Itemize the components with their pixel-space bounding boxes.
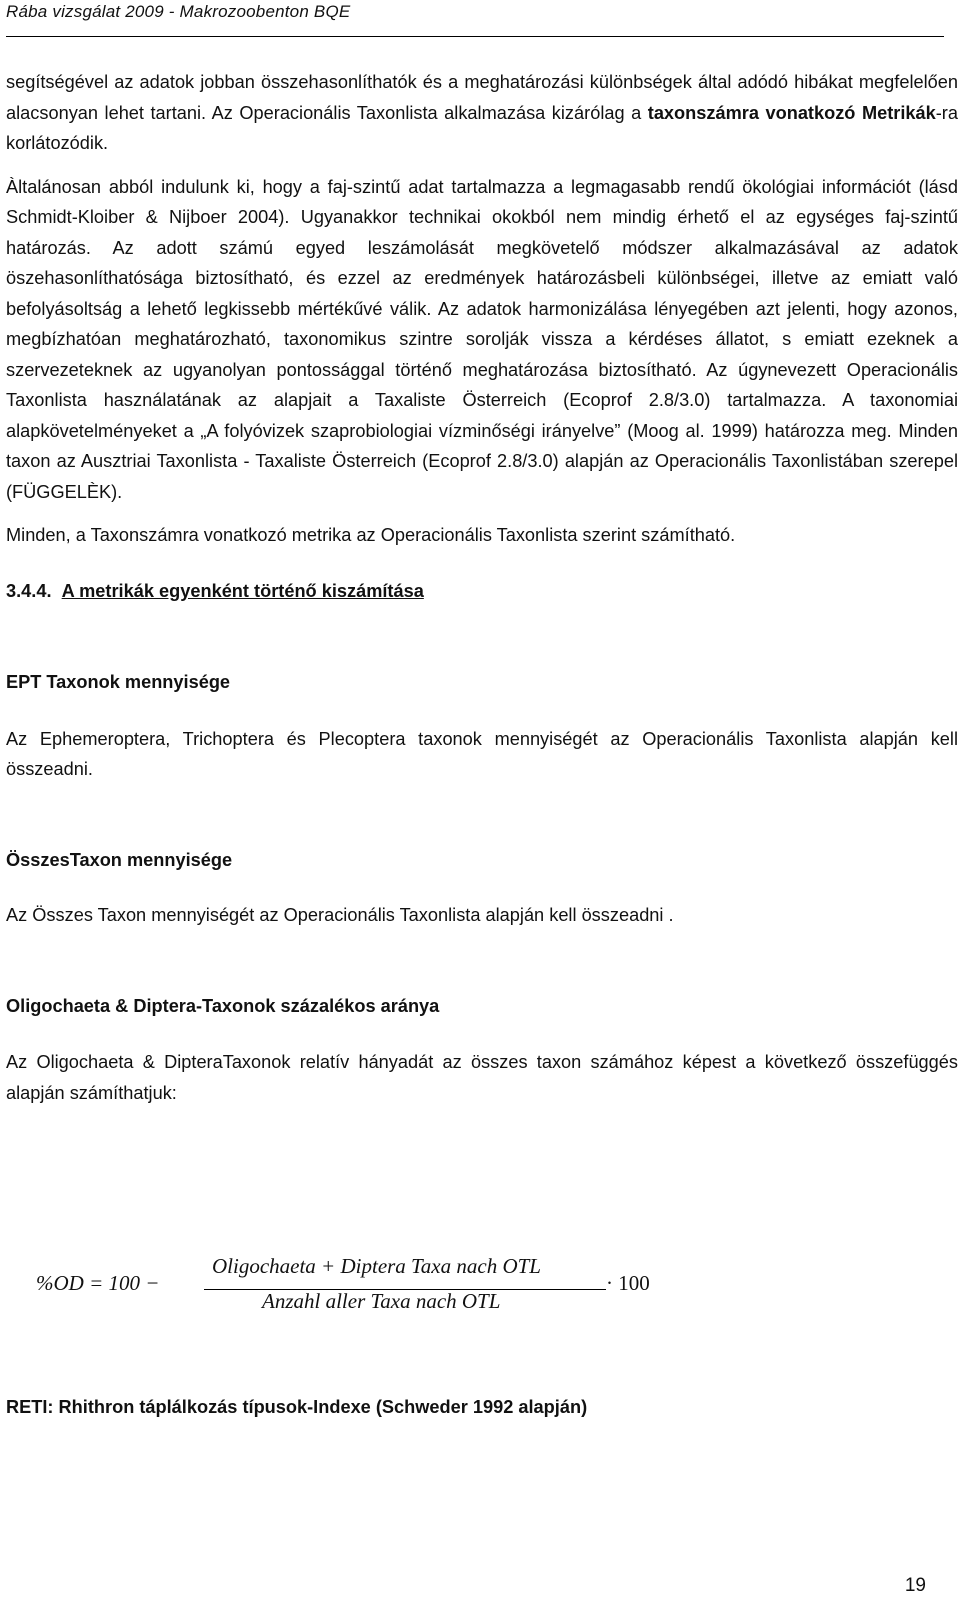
paragraph-2: Àltalánosan abból indulunk ki, hogy a faj-szintű adat tartalmazza a legmagasabb rendű ökológiai információt (lásd Schmidt-Kloiber & Nijboer 2004). Ugyanakkor technikai okokból nem mindig érhető el az egységes faj-szintű határozás. Az adott számú egyed leszámolását megkövetelő módszer alkalmazásával az adatok öszehasonlíthatósága biztosítható, és ezzel az eredmények határozásbeli különbségei, illetve az emiatt való befolyásoltság a lehető legkissebb mértékűvé válik. Az adatok harmonizálása lényegében azt jelenti, hogy azonos, megbízhatóan meghatározható, taxonomikus szintre sorolják vissza a kérdéses állatot, s emiatt ezeknek a szervezeteknek az ugyanolyan pontossággal történő meghatározása biztosítható. Az úgynevezett Operacionális Taxonlista használatának az alapjait a Taxaliste Österreich (Ecoprof 2.8/3.0) tartalmazza. A taxonomiai alapkövetelményeket a „A folyóvizek szaprobiologiai vízminőségi irányelve” (Moog al. 1999) határozza meg. Minden taxon az Ausztriai Taxonlista - Taxaliste Österreich (Ecoprof 2.8/3.0) alapján az Operacionális Taxonlistában szerepel (FÜGGELÈK). bbox=[6, 176, 958, 502]
reti-heading: RETI: Rhithron táplálkozás típusok-Indexe (Schweder 1992 alapján) bbox=[6, 1397, 588, 1417]
osszes-text: Az Összes Taxon mennyiségét az Operacionális Taxonlista alapján kell összeadni . bbox=[6, 905, 674, 925]
osszes-heading: ÖsszesTaxon mennyisége bbox=[6, 849, 233, 870]
formula-rhs: · 100 bbox=[606, 1271, 650, 1295]
paragraph-1-part1: segítségével az adatok jobban összehasonlíthatók és a meghatározási különbségek által adódó hibákat megfelelően alacsonyan lehet tartani. Az Operacionális Taxonlista alkalmazása kizárólag a bbox=[6, 72, 958, 123]
page-number: 19 bbox=[904, 1575, 926, 1596]
od-formula bbox=[36, 1249, 650, 1329]
section-title: A metrikák egyenként történő kiszámítása bbox=[61, 580, 424, 601]
oligo-heading: Oligochaeta & Diptera-Taxonok százalékos aránya bbox=[6, 995, 440, 1016]
section-number: 3.4.4. bbox=[6, 580, 52, 601]
ept-heading: EPT Taxonok mennyisége bbox=[6, 672, 231, 692]
document-body bbox=[6, 67, 958, 1108]
paragraph-3: Minden, a Taxonszámra vonatkozó metrika az Operacionális Taxonlista szerint számítható. bbox=[6, 525, 736, 545]
formula-numerator: Oligochaeta + Diptera Taxa nach OTL bbox=[212, 1254, 541, 1278]
formula-lhs: %OD = 100 − bbox=[36, 1271, 160, 1295]
paragraph-1-part2: -ra korlátozódik. bbox=[6, 102, 958, 153]
oligo-text: Az Oligochaeta & DipteraTaxonok relatív hányadát az összes taxon számához képest a következő összefüggés alapján számíthatjuk: bbox=[6, 1052, 958, 1103]
formula-denominator: Anzahl aller Taxa nach OTL bbox=[262, 1289, 501, 1313]
ept-text: Az Ephemeroptera, Trichoptera és Plecoptera taxonok mennyiségét az Operacionális Taxonlista alapján kell összeadni. bbox=[6, 728, 958, 779]
paragraph-1 bbox=[6, 67, 958, 159]
page-header bbox=[6, 0, 944, 37]
paragraph-1-bold: taxonszámra vonatkozó Metrikák bbox=[647, 102, 936, 123]
header-title: Rába vizsgálat 2009 - Makrozoobenton BQE bbox=[6, 2, 351, 21]
section-heading bbox=[6, 576, 958, 607]
